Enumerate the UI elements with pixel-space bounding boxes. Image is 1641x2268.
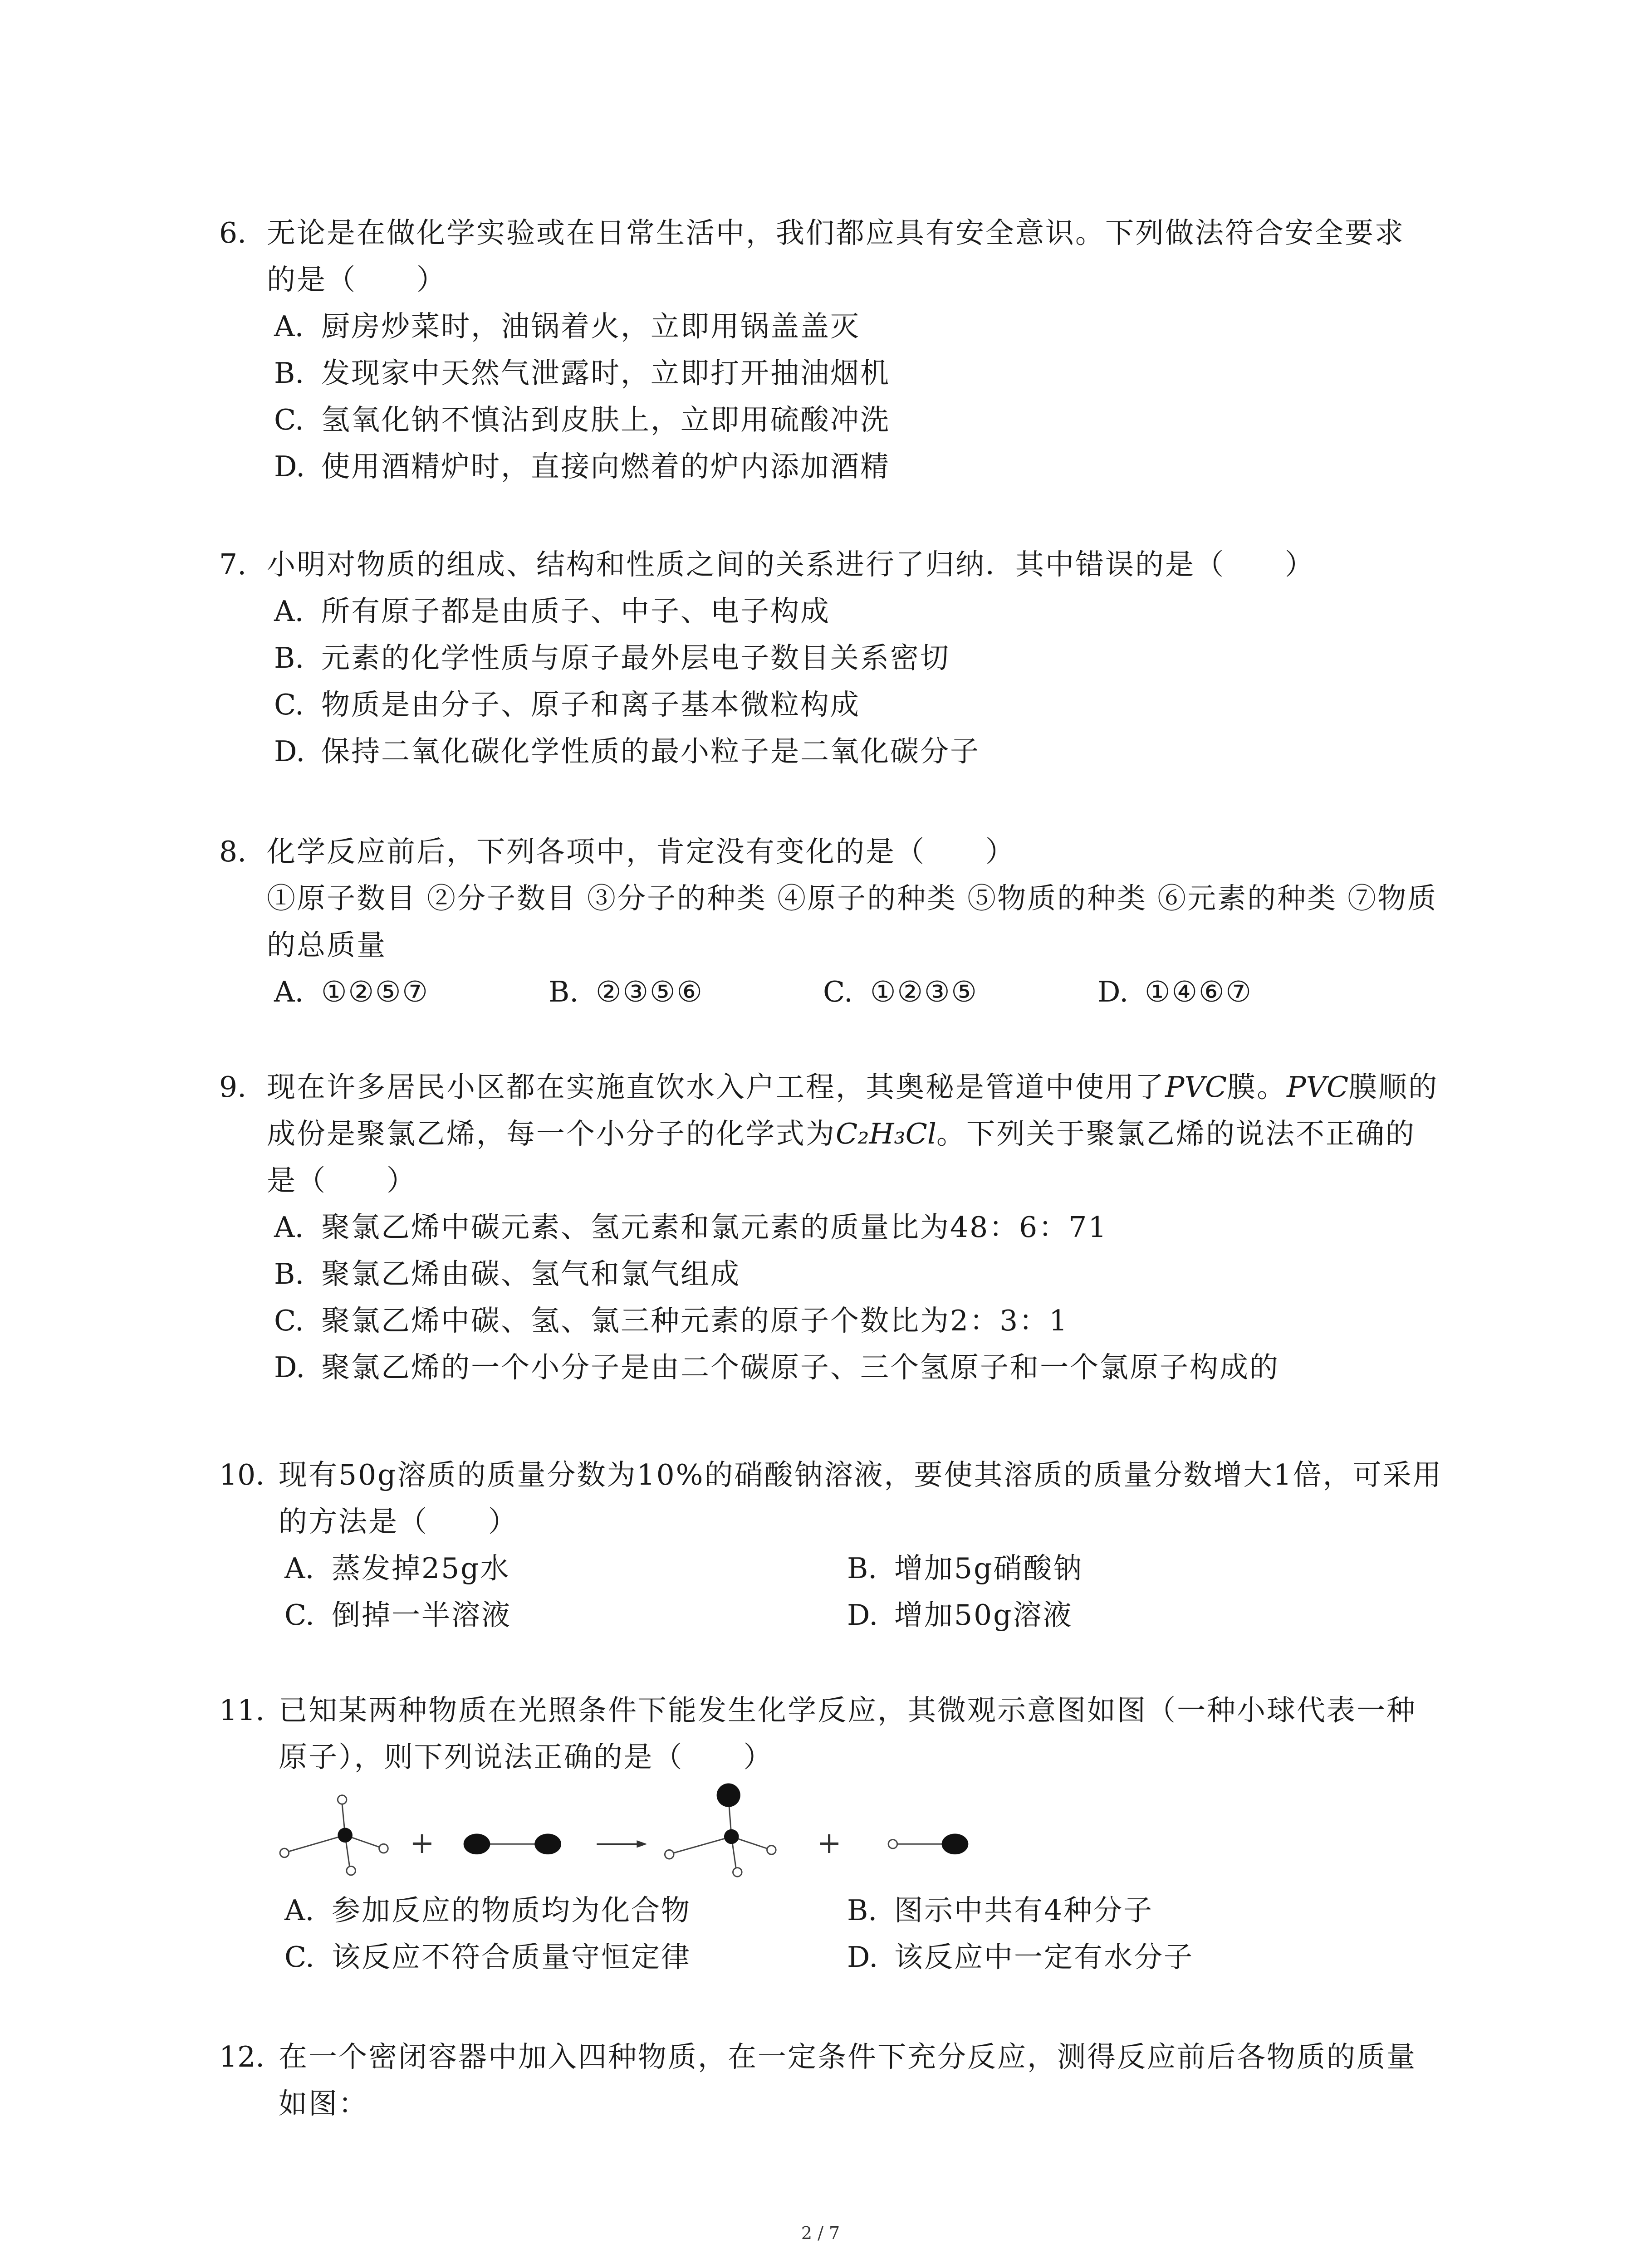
question-stem [279, 1452, 1558, 1545]
option-text: 该反应中一定有水分子 [894, 1941, 1194, 1974]
option-d [847, 1592, 1410, 1638]
pvc-term: PVC [1287, 1070, 1349, 1104]
reaction-arrow [597, 1840, 647, 1848]
option-label: B. [274, 357, 304, 390]
option-text: 蒸发掉25g水 [332, 1552, 510, 1585]
option-c [284, 1934, 847, 1980]
options-list [274, 968, 1558, 1015]
option-text: 增加5g硝酸钠 [894, 1552, 1083, 1585]
option-b [549, 968, 823, 1015]
question-10 [219, 1452, 1558, 1638]
option-label: D. [1097, 975, 1129, 1008]
option-d [1097, 968, 1372, 1015]
option-label: B. [847, 1894, 877, 1927]
page-number: 2 / 7 [801, 2223, 840, 2243]
option-label: A. [284, 1894, 314, 1927]
options-list [284, 1887, 1558, 1980]
question-stem [267, 828, 1558, 968]
option-b [274, 1251, 1558, 1297]
stem-text: 现在许多居民小区都在实施直饮水入户工程，其奥秘是管道中使用了 [267, 1070, 1165, 1104]
option-label: C. [284, 1941, 314, 1974]
small-atom [338, 1795, 347, 1804]
plus-sign: + [409, 1825, 435, 1860]
option-text: 氢氧化钠不慎沾到皮肤上，立即用硫酸冲洗 [321, 403, 890, 436]
option-label: A. [284, 1552, 314, 1585]
question-number: 6. [219, 216, 247, 249]
options-list [274, 303, 1558, 490]
option-text: ①④⑥⑦ [1145, 975, 1253, 1008]
option-label: A. [274, 975, 304, 1008]
option-text: 保持二氧化碳化学性质的最小粒子是二氧化碳分子 [321, 735, 980, 768]
stem-line: 化学反应前后，下列各项中，肯定没有变化的是（ ） [267, 835, 1015, 868]
question-stem [279, 2033, 1558, 2127]
large-atom [717, 1784, 740, 1807]
option-text: 聚氯乙烯中碳元素、氢元素和氯元素的质量比为48：6：71 [321, 1211, 1108, 1244]
small-atom [379, 1844, 388, 1853]
option-label: D. [847, 1941, 878, 1974]
option-text: 厨房炒菜时，油锅着火，立即用锅盖盖灭 [321, 310, 860, 343]
option-text: 元素的化学性质与原子最外层电子数目关系密切 [321, 641, 950, 675]
option-text: ①②③⑤ [870, 975, 978, 1008]
option-b [274, 350, 1558, 396]
small-atom [665, 1850, 674, 1859]
option-d [274, 728, 1558, 775]
option-label: C. [823, 975, 853, 1008]
options-list [274, 588, 1558, 775]
chemical-formula: C₂H₃Cl [836, 1117, 937, 1150]
option-c [284, 1592, 847, 1638]
option-label: C. [274, 403, 304, 436]
option-label: D. [274, 1351, 305, 1384]
question-stem [267, 210, 1558, 303]
stem-line: 已知某两种物质在光照条件下能发生化学反应，其微观示意图如图（一种小球代表一种 [279, 1694, 1416, 1727]
question-number: 12. [219, 2040, 265, 2073]
molecule-reactant-1 [280, 1795, 388, 1875]
question-number: 11. [219, 1694, 265, 1727]
stem-line: 原子），则下列说法正确的是（ ） [279, 1740, 774, 1774]
option-label: A. [274, 595, 304, 628]
question-stem [279, 1687, 1558, 1780]
question-6 [219, 210, 1558, 490]
stem-line: 的总质量 [267, 929, 387, 962]
option-c [274, 396, 1558, 443]
option-text: 图示中共有4种分子 [894, 1894, 1154, 1927]
plus-sign: + [817, 1825, 842, 1860]
stem-line [267, 1064, 1558, 1110]
small-atom [767, 1846, 776, 1855]
option-a [284, 1887, 847, 1934]
stem-text: 膜。 [1227, 1070, 1287, 1104]
option-text: 聚氯乙烯中碳、氢、氯三种元素的原子个数比为2：3：1 [321, 1304, 1069, 1337]
molecule-product-2 [888, 1834, 968, 1855]
question-number: 10. [219, 1458, 265, 1491]
stem-line [267, 1110, 1558, 1157]
option-text: 参加反应的物质均为化合物 [332, 1894, 691, 1927]
option-label: D. [847, 1598, 878, 1632]
question-9 [219, 1064, 1558, 1391]
option-a [274, 1204, 1558, 1251]
small-atom [280, 1848, 289, 1857]
pvc-term: PVC [1165, 1070, 1227, 1104]
option-text: ①②⑤⑦ [321, 975, 429, 1008]
options-list [274, 1204, 1558, 1391]
option-b [274, 635, 1558, 681]
option-text: 倒掉一半溶液 [332, 1598, 511, 1632]
question-12 [219, 2033, 1558, 2127]
option-text: ②③⑤⑥ [596, 975, 704, 1008]
question-stem [267, 1064, 1558, 1204]
option-label: D. [274, 735, 305, 768]
large-atom [942, 1834, 969, 1855]
question-number: 8. [219, 835, 247, 868]
question-11 [219, 1687, 1558, 1980]
molecule-reactant-2 [464, 1834, 561, 1855]
option-label: A. [274, 1211, 304, 1244]
option-d [847, 1934, 1410, 1980]
option-text: 使用酒精炉时，直接向燃着的炉内添加酒精 [321, 450, 890, 483]
stem-line: 现有50g溶质的质量分数为10%的硝酸钠溶液，要使其溶质的质量分数增大1倍，可采用 [279, 1458, 1443, 1491]
option-text: 聚氯乙烯由碳、氢气和氯气组成 [321, 1257, 740, 1290]
option-label: B. [549, 975, 579, 1008]
stem-line: 小明对物质的组成、结构和性质之间的关系进行了归纳．其中错误的是（ ） [267, 548, 1315, 581]
stem-text: 。下列关于聚氯乙烯的说法不正确的 [936, 1117, 1416, 1150]
question-7 [219, 541, 1558, 775]
option-label: B. [274, 641, 304, 675]
option-label: C. [274, 688, 304, 721]
reaction-diagram [274, 1780, 989, 1887]
stem-line: ①原子数目 ②分子数目 ③分子的种类 ④原子的种类 ⑤物质的种类 ⑥元素的种类 ⑦物质 [267, 882, 1438, 915]
stem-line: 在一个密闭容器中加入四种物质，在一定条件下充分反应，测得反应前后各物质的质量 [279, 2040, 1416, 2073]
stem-line: 的是（ ） [267, 263, 446, 296]
option-text: 物质是由分子、原子和离子基本微粒构成 [321, 688, 860, 721]
option-a [274, 968, 549, 1015]
stem-line: 如图： [279, 2087, 368, 2120]
question-stem [267, 541, 1558, 588]
option-c [823, 968, 1097, 1015]
option-label: B. [847, 1552, 877, 1585]
option-text: 增加50g溶液 [894, 1598, 1073, 1632]
option-text: 所有原子都是由质子、中子、电子构成 [321, 595, 830, 628]
option-a [274, 588, 1558, 635]
option-label: C. [274, 1304, 304, 1337]
option-label: B. [274, 1257, 304, 1290]
question-number: 7. [219, 548, 247, 581]
option-c [274, 1297, 1558, 1344]
large-atom [534, 1834, 561, 1855]
stem-line: 的方法是（ ） [279, 1505, 518, 1538]
molecule-product-1 [665, 1784, 776, 1877]
option-text: 聚氯乙烯的一个小分子是由二个碳原子、三个氢原子和一个氯原子构成的 [321, 1351, 1279, 1384]
question-number: 9. [219, 1070, 247, 1104]
stem-text: 成份是聚氯乙烯，每一个小分子的化学式为 [267, 1117, 836, 1150]
option-d [274, 1344, 1558, 1391]
small-atom [733, 1868, 742, 1877]
stem-text: 膜顺的 [1348, 1070, 1439, 1104]
small-atom [347, 1866, 356, 1875]
central-atom [338, 1828, 353, 1843]
large-atom [464, 1834, 490, 1855]
stem-line: 无论是在做化学实验或在日常生活中，我们都应具有安全意识。下列做法符合安全要求 [267, 216, 1405, 249]
stem-line: 是（ ） [267, 1164, 416, 1197]
option-label: C. [284, 1598, 314, 1632]
option-label: A. [274, 310, 304, 343]
option-text: 发现家中天然气泄露时，立即打开抽油烟机 [321, 357, 890, 390]
option-a [284, 1545, 847, 1592]
question-8 [219, 828, 1558, 1015]
option-b [847, 1887, 1410, 1934]
small-atom [888, 1840, 897, 1849]
options-list [284, 1545, 1558, 1638]
option-text: 该反应不符合质量守恒定律 [332, 1941, 691, 1974]
central-atom [724, 1829, 739, 1844]
option-a [274, 303, 1558, 350]
option-b [847, 1545, 1410, 1592]
option-d [274, 443, 1558, 490]
option-label: D. [274, 450, 305, 483]
option-c [274, 681, 1558, 728]
